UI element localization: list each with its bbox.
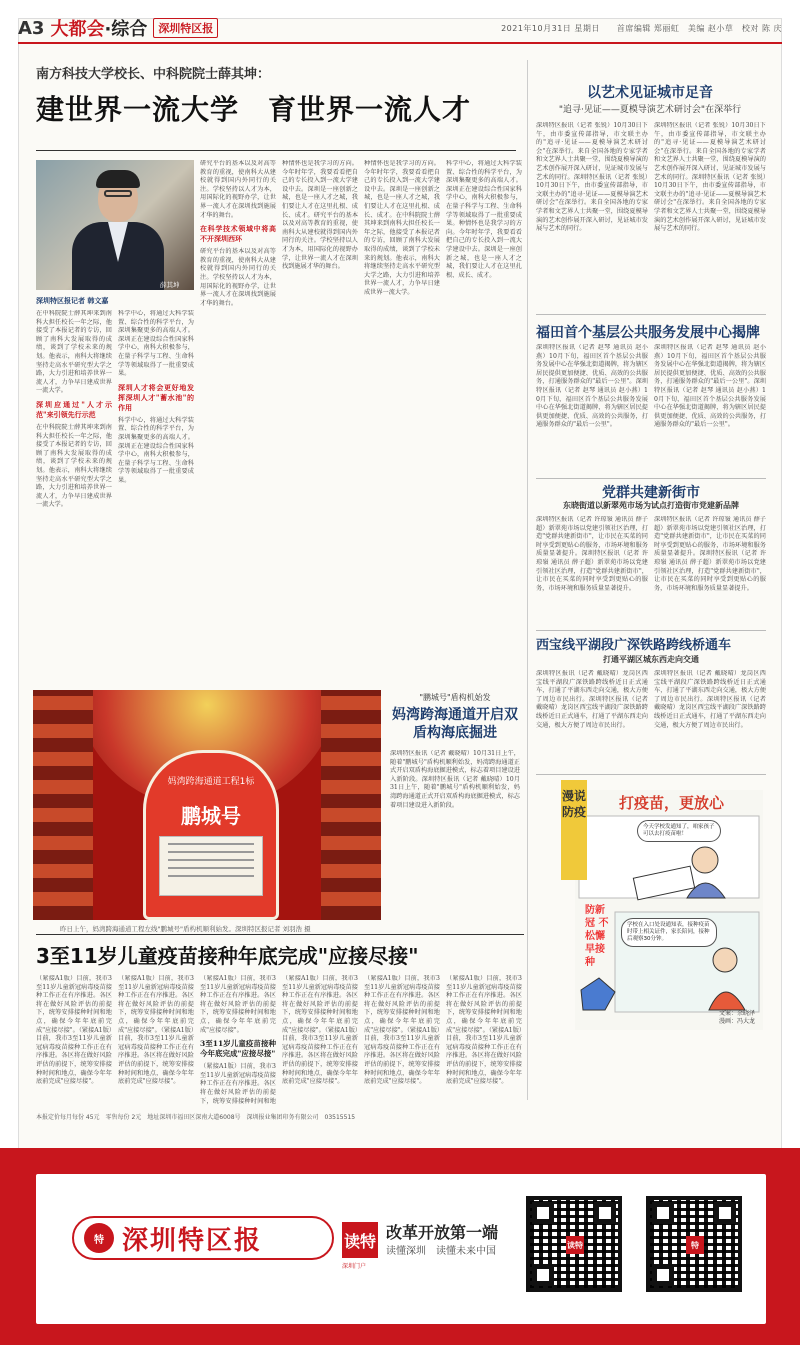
photo-credit: 薛其坤 [160,281,180,289]
tunnel-title: 妈湾跨海通道开启双盾构海底掘进 [392,707,518,741]
story3-subtitle: 东晓街道以新翠苑市场为试点打造街市党建新品牌 [563,501,739,510]
page-number: A3 [18,17,45,39]
brand-seal-icon: 特 [84,1223,114,1253]
qr-code-wechat[interactable]: 特 [646,1196,742,1292]
story4-col-b: 深圳特区报讯（记者 戴晓晴）龙岗区西宝线平湖段广深铁路跨线桥近日正式通车，打通了平湖东西走向交通，极大方便了周边市民出行。深圳特区报讯（记者 戴晓晴）龙岗区西宝线平湖段广深铁路跨线桥近日正式通车，打通了平湖东西走向交通，极大方便了周边市民出行。 [654,670,766,729]
promo-tagline: 读懂深圳 读懂未来中国 [386,1246,496,1257]
page-footer: 本报定价每月每份 45元 零售每份 2元 地址深圳市福田区深南大道6008号 深圳报业集团印务有限公司 03515515 [36,1114,356,1121]
story3-col-b: 深圳特区报讯（记者 许琼嶺 通讯员 薛子超）新翠苑市场以党建引领社区治理，打造"党群共建新街市"，让市民在买菜的同时享受到更贴心的服务，市场环境和服务质量显著提升。深圳特区报讯（记者 许琼嶺 通讯员 薛子超）新翠苑市场以党建引领社区治理，打造"党群共建新街市"，让市民在买菜的同时享受到更贴心的服务，市场环境和服务质量显著提升。 [654,516,766,592]
lead-byline: 深圳特区报记者 韩文嘉 [36,297,109,305]
story1-subtitle: "追寻·见证——夏模导演艺术研讨会"在深举行 [558,105,742,115]
cartoon-bubble-1: 今天学校发通知了，咱家孩子可以去打疫苗啦！ [637,820,721,842]
machine-label: 妈湾跨海通道工程1标 [167,777,255,787]
tunnel-caption: 昨日上午，妈湾跨海通道工程左线"鹏城号"盾构机顺利始发。深圳特区报记者 刘羽浩 摄 [60,925,311,933]
tunnel-kicker: "鹏城号"盾构机始发 [419,693,491,702]
lead-column-2: 科学中心，将通过大科学装置、综合性的科学平台，为深圳集聚更多的高端人才。深圳正在建设综合性国家科学中心，南科大积极参与，在量子科学与工程、生命科学等领域取得了一批重要成果。 深圳人才将会更好地发挥深圳人才"蓄水池"的作用 科学中心，将通过大科学装置、综合性的科学平台，为深圳集聚更多的高端人才。深圳正在建设综合性国家科学中心，南科大积极参与，在量子科学与工程、生命科学等领域取得了一批重要成果。 [118,310,194,484]
portrait-photo [36,160,194,290]
machine-name: 鹏城号 [181,804,241,828]
story4-col-a: 深圳特区报讯（记者 戴晓晴）龙岗区西宝线平湖段广深铁路跨线桥近日正式通车，打通了平湖东西走向交通，极大方便了周边市民出行。深圳特区报讯（记者 戴晓晴）龙岗区西宝线平湖段广深铁路跨线桥近日正式通车，打通了平湖东西走向交通，极大方便了周边市民出行。 [536,670,648,729]
lead-column-4: 种情怀也是我学习的方向。今年时年学，我要看看把自己的专长投入到一流大学建设中去。深圳是一座创新之城，也是一座人才之城，我们要让人才在这里扎根、成长、成才。研究平台的基本以及对高等教育的重视，使南科大从建校就得到国内外同行的关注。学校坚持以人才为本，用国际化的视野办学，让世界一流人才在深圳找到施展才华的舞台。 [282,160,358,271]
page-header [18,14,782,44]
promo-slogan: 改革开放第一端 [386,1223,499,1242]
vaccine-col-1: （紧接A1版）目前，我市3至11岁儿童新冠病毒疫苗接种工作正在有序推进。各区将在做好风险评估的前提下，统筹安排接种时间和地点，确保今年年底前完成"应接尽接"。（紧接A1版）目前，我市3至11岁儿童新冠病毒疫苗接种工作正在有序推进。各区将在做好风险评估的前提下，统筹安排接种时间和地点，确保今年年底前完成"应接尽接"。 [36,975,112,1086]
lead-column-3: 研究平台的基本以及对高等教育的重视，使南科大从建校就得到国内外同行的关注。学校坚持以人才为本，用国际化的视野办学，让世界一流人才在深圳找到施展才华的舞台。 在科学技术领域中将高不开深圳西环 研究平台的基本以及对高等教育的重视，使南科大从建校就得到国内外同行的关注。学校坚持以人才为本，用国际化的视野办学，让世界一流人才在深圳找到施展才华的舞台。 [200,160,276,307]
vaccine-col-6: （紧接A1版）目前，我市3至11岁儿童新冠病毒疫苗接种工作正在有序推进。各区将在做好风险评估的前提下，统筹安排接种时间和地点，确保今年年底前完成"应接尽接"。（紧接A1版）目前，我市3至11岁儿童新冠病毒疫苗接种工作正在有序推进。各区将在做好风险评估的前提下，统筹安排接种时间和地点，确保今年年底前完成"应接尽接"。 [446,975,522,1086]
machine-plate [159,836,263,896]
tunnel-boring-machine-photo [33,690,381,920]
cartoon-panel [575,790,763,1030]
vaccine-col-5: （紧接A1版）目前，我市3至11岁儿童新冠病毒疫苗接种工作正在有序推进。各区将在做好风险评估的前提下，统筹安排接种时间和地点，确保今年年底前完成"应接尽接"。（紧接A1版）目前，我市3至11岁儿童新冠病毒疫苗接种工作正在有序推进。各区将在做好风险评估的前提下，统筹安排接种时间和地点，确保今年年底前完成"应接尽接"。 [364,975,440,1086]
brand-name: 深圳特区报 [122,1225,263,1256]
promo-card [36,1174,766,1324]
cartoon-vertical-slogan: 防新冠 不松懈 早接种 [585,905,609,968]
story3-title: 党群共建新街市 [602,485,700,501]
story3-col-a: 深圳特区报讯（记者 许琼嶺 通讯员 薛子超）新翠苑市场以党建引领社区治理，打造"党群共建新街市"，让市民在买菜的同时享受到更贴心的服务，市场环境和服务质量显著提升。深圳特区报讯（记者 许琼嶺 通讯员 薛子超）新翠苑市场以党建引领社区治理，打造"党群共建新街市"，让市民在买菜的同时享受到更贴心的服务，市场环境和服务质量显著提升。 [536,516,648,592]
cartoon-title: 打疫苗，更放心 [619,794,725,812]
vaccine-col-4: （紧接A1版）目前，我市3至11岁儿童新冠病毒疫苗接种工作正在有序推进。各区将在做好风险评估的前提下，统筹安排接种时间和地点，确保今年年底前完成"应接尽接"。（紧接A1版）目前，我市3至11岁儿童新冠病毒疫苗接种工作正在有序推进。各区将在做好风险评估的前提下，统筹安排接种时间和地点，确保今年年底前完成"应接尽接"。 [282,975,358,1086]
tunnel-body: 深圳特区报讯（记者 戴晓晴）10月31日上午，随着"鹏城号"盾构机顺利始发，妈湾跨海通道正式开启双盾构海底掘进模式，标志着项目建设进入新阶段。深圳特区报讯（记者 戴晓晴）10月31日上午，随着"鹏城号"盾构机顺利始发，妈湾跨海通道正式开启双盾构海底掘进模式，标志着项目建设进入新阶段。 [390,750,520,809]
lead-column-6: 科学中心，将通过大科学装置、综合性的科学平台，为深圳集聚更多的高端人才。深圳正在建设综合性国家科学中心，南科大积极参与，在量子科学与工程、生命科学等领域取得了一批重要成果。种情怀也是我学习的方向。今年时年学，我要看看把自己的专长投入到一流大学建设中去。深圳是一座创新之城，也是一座人才之城，我们要让人才在这里扎根、成长、成才。 [446,160,522,279]
story2-title: 福田首个基层公共服务发展中心揭牌 [536,325,760,341]
story4-subtitle: 打通平湖区城东西走向交通 [603,655,699,664]
story4-title: 西宝线平湖段广深铁路跨线桥通车 [536,638,732,653]
story1-title: 以艺术见证城市足音 [587,85,713,101]
app-logo: 读特 深圳门户 [342,1222,378,1258]
vaccine-headline: 3至11岁儿童疫苗接种年底完成"应接尽接" [36,944,419,968]
story1-col-b: 深圳特区报讯（记者 张锐）10月30日下午，由市委宣传部指导，市文联主办的"追寻·见证——夏模导演艺术研讨会"在深举行。来自全国各地的专家学者和文艺界人士共聚一堂，围绕夏模导演的艺术创作展开深入研讨，见证城市发展与艺术的同行。深圳特区报讯（记者 张锐）10月30日下午，由市委宣传部指导，市文联主办的"追寻·见证——夏模导演艺术研讨会"在深举行。来自全国各地的专家学者和文艺界人士共聚一堂，围绕夏模导演的艺术创作展开深入研讨，见证城市发展与艺术的同行。 [654,122,766,233]
cartoon-credit: 文案：余晓泽 漫画：冯大龙 [718,1010,755,1025]
story1-col-a: 深圳特区报讯（记者 张锐）10月30日下午，由市委宣传部指导，市文联主办的"追寻·见证——夏模导演艺术研讨会"在深举行。来自全国各地的专家学者和文艺界人士共聚一堂，围绕夏模导演的艺术创作展开深入研讨，见证城市发展与艺术的同行。深圳特区报讯（记者 张锐）10月30日下午，由市委宣传部指导，市文联主办的"追寻·见证——夏模导演艺术研讨会"在深举行。来自全国各地的专家学者和文艺界人士共聚一堂，围绕夏模导演的艺术创作展开深入研讨，见证城市发展与艺术的同行。 [536,122,648,233]
lead-column-5: 种情怀也是我学习的方向。今年时年学，我要看看把自己的专长投入到一流大学建设中去。深圳是一座创新之城，也是一座人才之城，我们要让人才在这里扎根、成长、成才。在中科院院士薛其坤来到南科大担任校长一年之际，他接受了本报记者的专访，回顾了南科大发展取得的成绩，谈到了学校未来的规划。他表示，南科大将继续坚持走高水平研究型大学之路，大力引进和培养世界一流人才，力争早日建成世界一流大学。 [364,160,440,296]
cartoon-sidebar-label: 漫说防疫 [561,780,587,880]
lead-column-1: 在中科院院士薛其坤来到南科大担任校长一年之际，他接受了本报记者的专访，回顾了南科大发展取得的成绩，谈到了学校未来的规划。他表示，南科大将继续坚持走高水平研究型大学之路，大力引进和培养世界一流人才，力争早日建成世界一流大学。 深圳应通过"人才示范"来引领先行示范 在中科院院士薛其坤来到南科大担任校长一年之际，他接受了本报记者的专访，回顾了南科大发展取得的成绩，谈到了学校未来的规划。他表示，南科大将继续坚持走高水平研究型大学之路，大力引进和培养世界一流人才，力争早日建成世界一流大学。 [36,310,112,509]
story2-col-b: 深圳特区报讯（记者 赵琴 通讯员 赵小燕）10月下旬，福田区首个基层公共服务发展中心在华强北街道揭牌，将为辖区居民提供更加便捷、优质、高效的公共服务，打通服务群众的"最后一公里"。深圳特区报讯（记者 赵琴 通讯员 赵小燕）10月下旬，福田区首个基层公共服务发展中心在华强北街道揭牌，将为辖区居民提供更加便捷、优质、高效的公共服务，打通服务群众的"最后一公里"。 [654,344,766,429]
section-name: 大都会·综合 [50,19,148,40]
story2-col-a: 深圳特区报讯（记者 赵琴 通讯员 赵小燕）10月下旬，福田区首个基层公共服务发展中心在华强北街道揭牌，将为辖区居民提供更加便捷、优质、高效的公共服务，打通服务群众的"最后一公里"。深圳特区报讯（记者 赵琴 通讯员 赵小燕）10月下旬，福田区首个基层公共服务发展中心在华强北街道揭牌，将为辖区居民提供更加便捷、优质、高效的公共服务，打通服务群众的"最后一公里"。 [536,344,648,429]
brand-block [72,1216,334,1260]
qr-code-app[interactable]: 读特 [526,1196,622,1292]
paper-logo: 深圳特区报 [153,18,218,38]
vaccine-col-2: （紧接A1版）目前，我市3至11岁儿童新冠病毒疫苗接种工作正在有序推进。各区将在做好风险评估的前提下，统筹安排接种时间和地点，确保今年年底前完成"应接尽接"。（紧接A1版）目前，我市3至11岁儿童新冠病毒疫苗接种工作正在有序推进。各区将在做好风险评估的前提下，统筹安排接种时间和地点，确保今年年底前完成"应接尽接"。 [118,975,194,1086]
vaccine-col-3: （紧接A1版）目前，我市3至11岁儿童新冠病毒疫苗接种工作正在有序推进。各区将在做好风险评估的前提下，统筹安排接种时间和地点，确保今年年底前完成"应接尽接"。 3至11岁儿童疫苗接种 今年底完成"应接尽接" （紧接A1版）目前，我市3至11岁儿童新冠病毒疫苗接种工作正在有序推进。各区将在做好风险评估的前提下，统筹安排接种时间和地 [200,975,276,1105]
issue-meta: 2021年10月31日 星期日 首席编辑 郑丽虹 美编 赵小草 校对 陈 庆 [501,23,782,33]
lead-headline: 建世界一流大学 育世界一流人才 [36,93,472,126]
lead-kicker: 南方科技大学校长、中科院院士薛其坤： [36,67,271,82]
cartoon-bubble-2: 学校在入口处设通知表，接种疫苗时带上相关证件，家长陪同，接种后观察30分钟。 [621,918,717,947]
